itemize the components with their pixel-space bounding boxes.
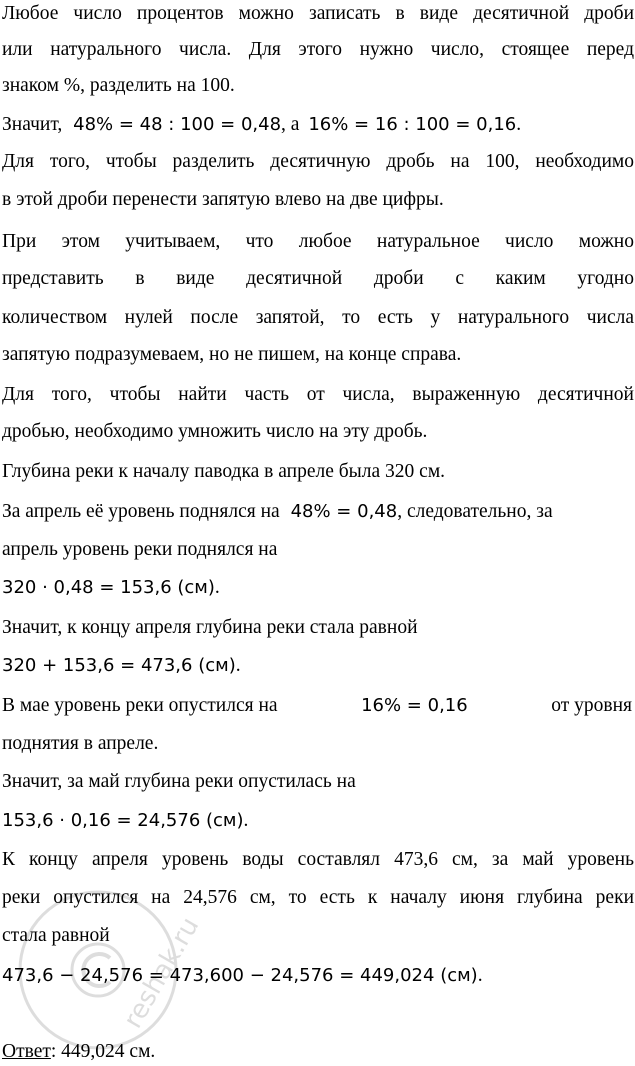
text-line: количеством нулей после запятой, то есть у натурального числа bbox=[2, 307, 634, 328]
text-line: При этом учитываем, что любое натуральное число можно bbox=[2, 231, 634, 252]
formula-line bbox=[2, 654, 634, 678]
math-expression: 320 · 0,48 = 153,6 (см) bbox=[2, 577, 215, 598]
text-line: К концу апреля уровень воды составлял 473,6 см, за май уровень bbox=[2, 849, 634, 870]
text-line: дробью, необходимо умножить число на эту дробь. bbox=[2, 421, 428, 442]
text-fragment: . bbox=[243, 810, 249, 831]
text-fragment: За апрель её уровень поднялся на bbox=[2, 501, 280, 522]
text-line: Любое число процентов можно записать в виде десятичной дроби bbox=[2, 3, 634, 24]
text-line bbox=[2, 113, 634, 137]
text-line: запятую подразумеваем, но не пишем, на конце справа. bbox=[2, 344, 462, 365]
text-line bbox=[2, 500, 634, 524]
svg-text:reshak.ru: reshak.ru bbox=[118, 912, 206, 1034]
text-fragment: . bbox=[235, 655, 241, 676]
answer-line bbox=[2, 1040, 634, 1064]
math-expression: 48% = 0,48 bbox=[290, 501, 398, 522]
formula-line bbox=[2, 964, 634, 988]
text-fragment: . bbox=[516, 114, 522, 135]
math-expression: 320 + 153,6 = 473,6 (см) bbox=[2, 655, 236, 676]
text-line: Для того, чтобы разделить десятичную дробь на 100, необходимо bbox=[2, 151, 634, 172]
text-line bbox=[2, 694, 632, 718]
text-line: Глубина реки к началу паводка в апреле была 320 см. bbox=[2, 461, 446, 482]
formula-line bbox=[2, 576, 634, 600]
text-line: или натурального числа. Для этого нужно число, стоящее перед bbox=[2, 39, 634, 60]
text-fragment: , следовательно, за bbox=[397, 501, 553, 522]
text-fragment: . bbox=[477, 965, 483, 986]
math-expression: 48% = 48 : 100 = 0,48 bbox=[73, 114, 282, 135]
text-line: знаком %, разделить на 100. bbox=[2, 75, 235, 96]
text-fragment: Значит, bbox=[2, 114, 63, 135]
text-line: реки опустился на 24,576 см, то есть к началу июня глубина реки bbox=[2, 887, 634, 908]
text-line: Для того, чтобы найти часть от числа, выраженную десятичной bbox=[2, 384, 634, 405]
text-line: представить в виде десятичной дроби с каким угодно bbox=[2, 268, 634, 289]
text-fragment: В мае уровень реки опустился на bbox=[2, 695, 278, 716]
text-fragment: . bbox=[214, 577, 220, 598]
text-fragment: от уровня bbox=[551, 695, 632, 716]
math-expression: 153,6 · 0,16 = 24,576 (см) bbox=[2, 810, 244, 831]
text-line: в этой дроби перенести запятую влево на две цифры. bbox=[2, 189, 444, 210]
text-line: стала равной bbox=[2, 925, 110, 946]
answer-label: Ответ bbox=[2, 1041, 51, 1062]
math-expression: 473,6 − 24,576 = 473,600 − 24,576 = 449,024 (см) bbox=[2, 965, 478, 986]
text-line: поднятия в апреле. bbox=[2, 733, 159, 754]
text-line: апрель уровень реки поднялся на bbox=[2, 539, 278, 560]
math-expression: 16% = 0,16 bbox=[361, 695, 468, 716]
text-line: Значит, за май глубина реки опустилась на bbox=[2, 771, 356, 792]
answer-value: : 449,024 см. bbox=[50, 1041, 156, 1062]
math-expression: 16% = 16 : 100 = 0,16 bbox=[308, 114, 517, 135]
text-line: Значит, к концу апреля глубина реки стала равной bbox=[2, 617, 418, 638]
formula-line bbox=[2, 809, 634, 833]
text-fragment: , а bbox=[281, 114, 300, 135]
